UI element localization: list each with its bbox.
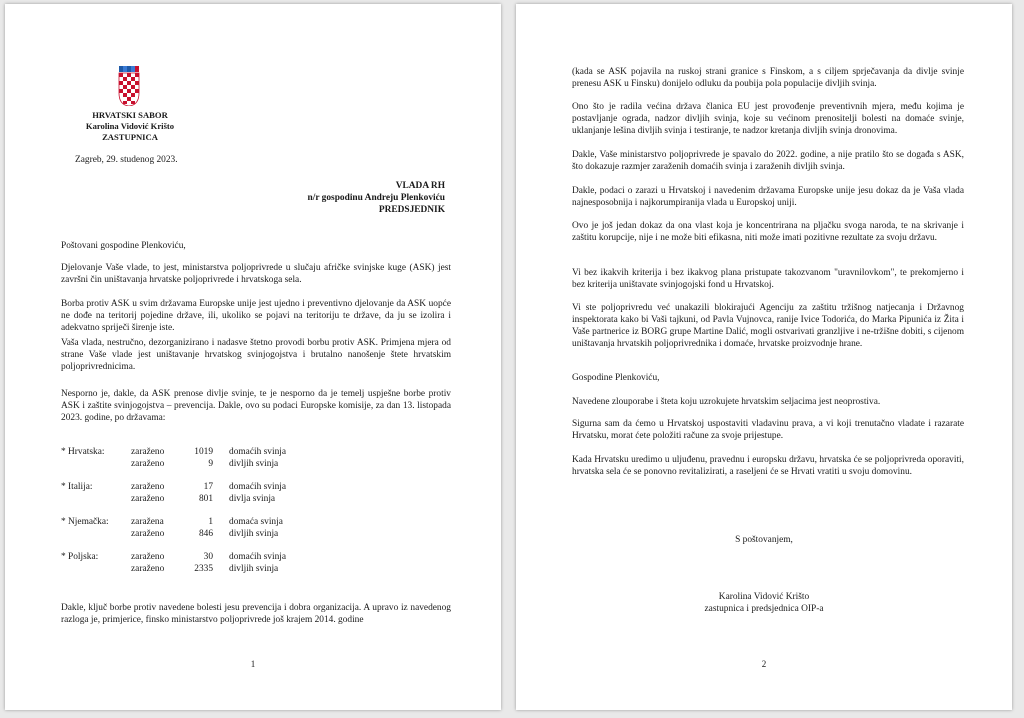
recipient-line-1: VLADA RH <box>395 181 445 191</box>
paragraph: Djelovanje Vaše vlade, to jest, ministarstva poljoprivrede u slučaju afričke svinjske kuge (ASK) jest završni čin uništavanja hrvatske poljoprivrede i hrvatskoga sela. <box>61 263 451 285</box>
header-role: ZASTUPNICA <box>102 132 158 142</box>
letter-date: Zagreb, 29. studenog 2023. <box>75 155 178 165</box>
stats-status: zaraženo <box>131 459 165 469</box>
paragraph: Nesporno je, dakle, da ASK prenose divlje svinje, te je nesporno da je temelj uspješne borbe protiv ASK i zaštite svinjogojstva – prevencija. Dakle, ovo su podaci Europske komisije, za dan 13. listopada 2023. godine, po državama: <box>61 389 451 423</box>
stats-status: zaraženo <box>131 482 165 492</box>
page-number: 2 <box>761 659 767 669</box>
stats-number: 30 <box>203 552 213 562</box>
stats-status: zaraženo <box>131 494 165 504</box>
recipient-line-2: n/r gospodinu Andreju Plenkoviću <box>307 193 445 203</box>
paragraph: Dakle, ključ borbe protiv navedene bolesti jesu prevencija i dobra organizacija. A upravo iz navedenog razloga je, primjerice, finsko ministarstvo poljoprivrede još krajem 2014. godine <box>61 603 451 625</box>
paragraph: Ovo je još jedan dokaz da ona vlast koja je koncentrirana na pljačku svoga naroda, te na skrivanje i zaštitu korupcije, nije i ne može biti efikasna, niti može imati pozitivne rezultate za svoju državu. <box>572 221 964 243</box>
stats-description: domaćih svinja <box>229 447 287 457</box>
stats-status: zaraženo <box>131 564 165 574</box>
paragraph: (kada se ASK pojavila na ruskoj strani granice s Finskom, a s ciljem sprječavanja da divlje svinje prenesu ASK u Finsku) donijelo odluku da poubija pola populacije divljih svinja. <box>572 67 964 89</box>
stats-country: * Hrvatska: <box>61 447 105 457</box>
stats-description: divljih svinja <box>229 529 279 539</box>
stats-description: domaća svinja <box>229 517 283 527</box>
header-name: Karolina Vidović Krišto <box>85 121 175 131</box>
paragraph: Sigurna sam da ćemo u Hrvatskoj uspostaviti vladavinu prava, a vi koji trenutačno vladate i razarate Hrvatsku, morat ćete položiti račune za svoje prijestupe. <box>572 419 964 441</box>
stats-number: 2335 <box>194 564 213 574</box>
signature-name: Karolina Vidović Krišto <box>718 592 810 602</box>
stats-number: 846 <box>198 529 213 539</box>
signature-title: zastupnica i predsjednica OIP-a <box>704 604 824 614</box>
recipient-line-3: PREDSJEDNIK <box>378 205 445 215</box>
salutation: Gospodine Plenkoviću, <box>572 373 660 383</box>
stats-country: * Poljska: <box>61 552 99 562</box>
paragraph: Navedene zlouporabe i šteta koju uzrokujete hrvatskim seljacima jest neoprostiva. <box>572 397 881 407</box>
stats-status: zaraženo <box>131 447 165 457</box>
closing: S poštovanjem, <box>735 535 793 545</box>
paragraph: Vaša vlada, nestručno, dezorganizirano i nadasve štetno provodi borbu protiv ASK. Primjena mjera od strane Vaše vlade jest uništavanje hrvatskog svinjogojstva i brutalno nanošenje štete hrvatskim poljoprivrednicima. <box>61 338 451 372</box>
stats-status: zaražena <box>131 517 164 527</box>
paragraph: Vi bez ikakvih kriterija i bez ikakvog plana pristupate takozvanom "uravnilovkom", te prekomjerno i bez kriterija uništavate svinjogojski fond u Hrvatskoj. <box>572 268 964 290</box>
stats-description: domaćih svinja <box>229 552 287 562</box>
document-page-2 <box>516 4 1012 710</box>
stats-country: * Italija: <box>61 482 93 492</box>
stats-description: domaćih svinja <box>229 482 287 492</box>
document-page-1 <box>5 4 501 710</box>
stats-number: 1 <box>208 517 213 527</box>
header-org: HRVATSKI SABOR <box>92 110 168 120</box>
paragraph: Vi ste poljoprivredu već unakazili blokirajući Agenciju za zaštitu tržišnog natjecanja i Državnog inspektorata kako bi Vaši tajkuni, od Pavla Vujnovca, ranije Ivice Todorića, do Marka Pipunića iz Žita i Vaše partnerice iz BORG grupe Martine Dalić, mogli ostvarivati granzljive i ne-tržišne dobiti, s cijenom uništavanja hrvatskih poljoprivrednika i domaće, hrvatske proizvodnje hrane. <box>572 303 964 349</box>
stats-status: zaraženo <box>131 529 165 539</box>
stats-number: 9 <box>208 459 213 469</box>
paragraph: Borba protiv ASK u svim državama Europske unije jest ujedno i preventivno djelovanje da ASK uopće ne dođe na teritorij pojedine države, ili, ukoliko se pojavi na teritoriju te države, da ju se izolira i adekvatno spriječi širenje iste. <box>61 299 451 333</box>
paragraph: Ono što je radila većina država članica EU jest provođenje preventivnih mjera, među kojima je postavljanje ograda, nadzor divljih svinja, koje su većinom prenositelji bolesti na domaće svinje, uklanjanje lešina divljih svinja i testiranje, te nadzor kretanja divljih svinja dronovima. <box>572 102 964 136</box>
stats-number: 17 <box>203 482 213 492</box>
stats-description: divljih svinja <box>229 459 279 469</box>
stats-status: zaraženo <box>131 552 165 562</box>
stats-description: divljih svinja <box>229 564 279 574</box>
stats-country: * Njemačka: <box>61 517 109 527</box>
salutation: Poštovani gospodine Plenkoviću, <box>61 241 186 251</box>
stats-number: 1019 <box>194 447 213 457</box>
stats-description: divlja svinja <box>229 494 276 504</box>
paragraph: Dakle, Vaše ministarstvo poljoprivrede je spavalo do 2022. godine, a nije pratilo što se događa s ASK, što dokazuje razmjer zaraženih domaćih svinja i zaraženih divljih svinja. <box>572 150 964 172</box>
paragraph: Kada Hrvatsku uredimo u uljuđenu, pravednu i europsku državu, hrvatska će se poljoprivreda oporaviti, hrvatska sela će se ponovno revitalizirati, a raseljeni će se Hrvati vratiti u svoju domovinu. <box>572 455 964 477</box>
croatian-coat-of-arms-icon <box>118 66 140 106</box>
paragraph: Dakle, podaci o zarazi u Hrvatskoj i navedenim državama Europske unije jesu dokaz da je Vaša vlada najnesposobnija i najkorumpiranija vlada u Europskoj uniji. <box>572 186 964 208</box>
stats-number: 801 <box>198 494 213 504</box>
page-number: 1 <box>250 659 256 669</box>
